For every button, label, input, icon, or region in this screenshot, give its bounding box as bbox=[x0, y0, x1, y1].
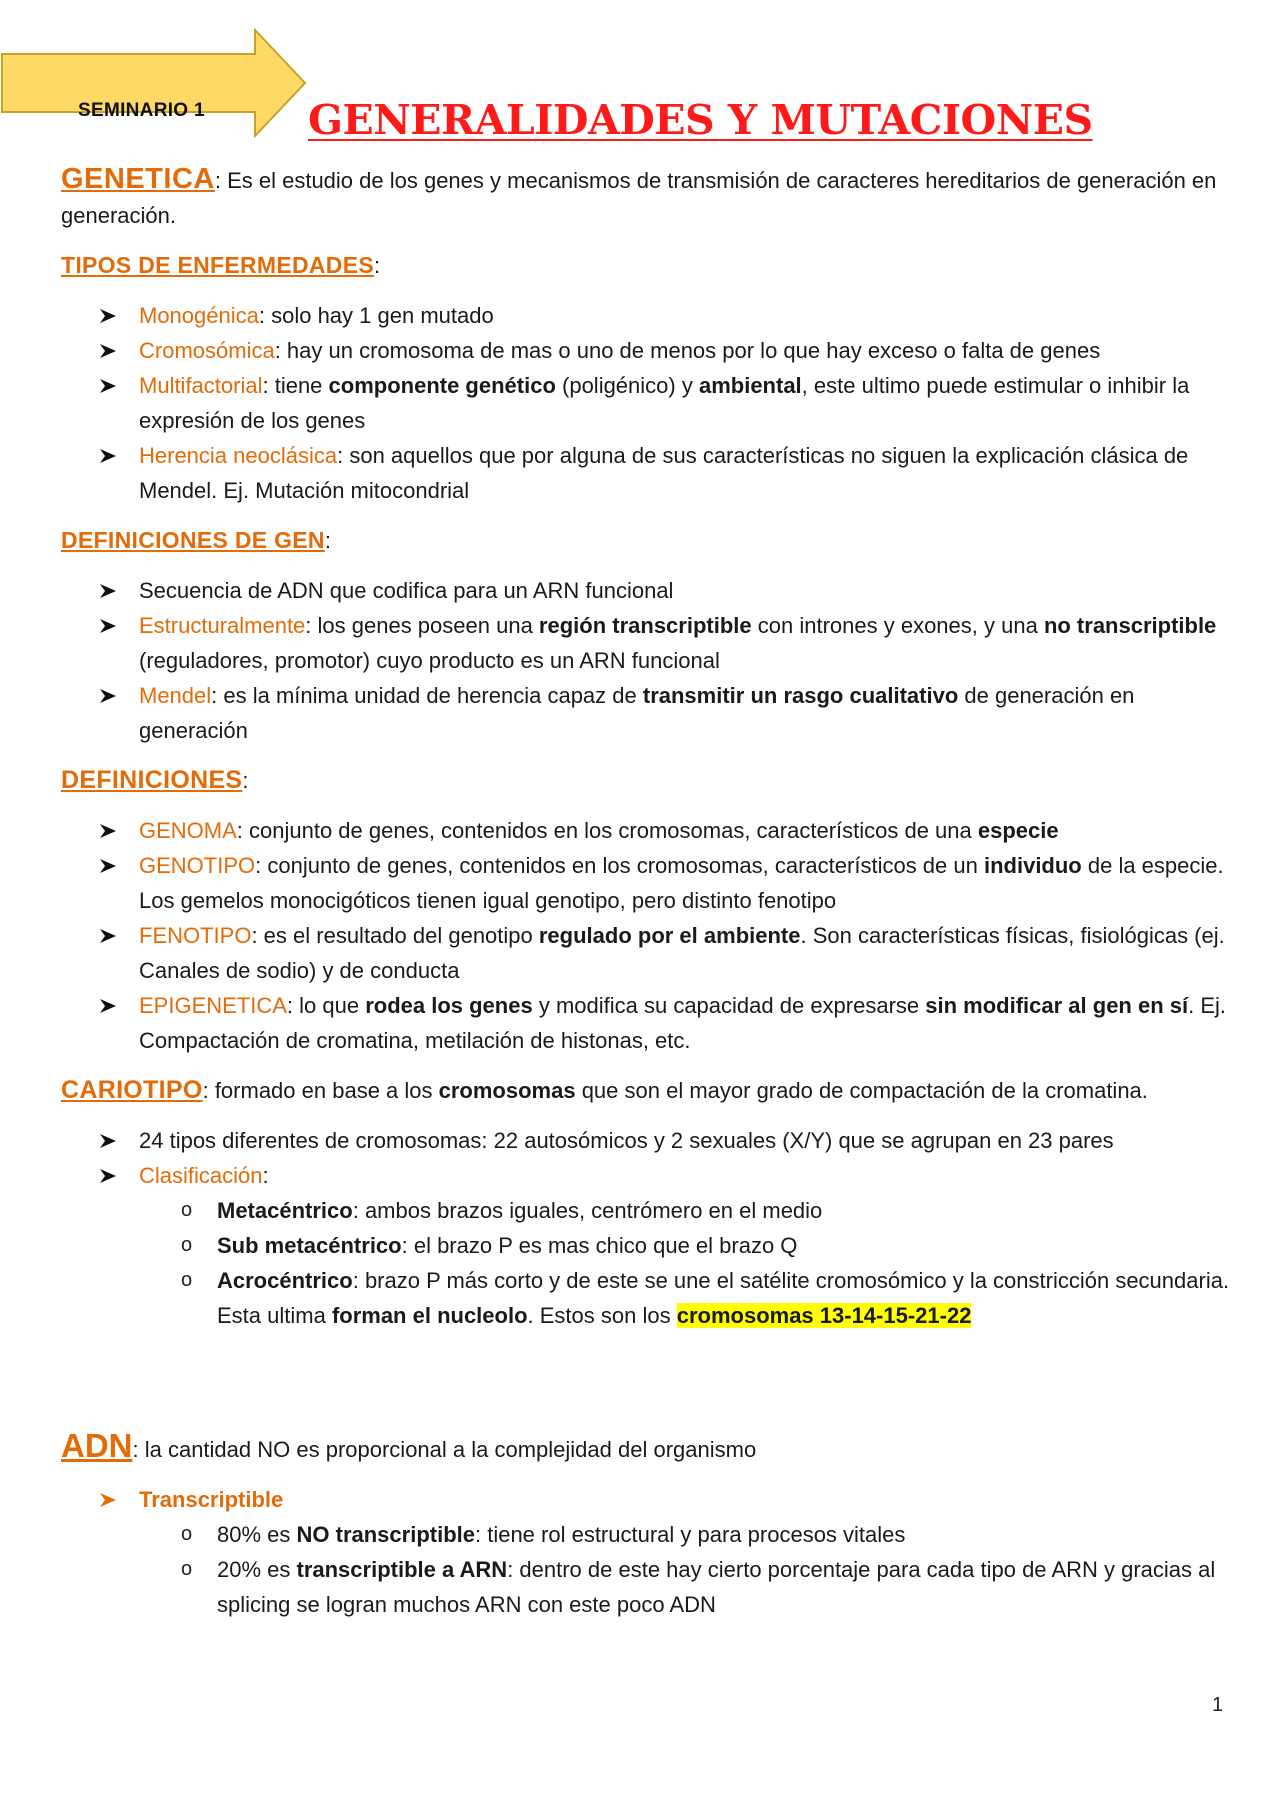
bold-text: región transcriptible bbox=[538, 613, 752, 638]
list-item bbox=[139, 608, 1231, 678]
text: : hay un cromosoma de mas o uno de menos por lo que hay exceso o falta de genes bbox=[274, 338, 1101, 363]
gen-heading-line bbox=[61, 523, 1231, 558]
text: : es la mínima unidad de herencia capaz de bbox=[211, 683, 643, 708]
defs-heading-line bbox=[61, 763, 1231, 798]
list-item bbox=[139, 988, 1231, 1058]
text: : formado en base a los bbox=[202, 1078, 439, 1103]
list-item bbox=[181, 1193, 1231, 1228]
page-title: GENERALIDADES Y MUTACIONES bbox=[308, 96, 1093, 144]
list-item bbox=[181, 1517, 1231, 1552]
term: FENOTIPO bbox=[139, 923, 252, 948]
list-item bbox=[139, 333, 1231, 368]
text: (reguladores, promotor) cuyo producto es un ARN funcional bbox=[139, 648, 720, 673]
arrow-bullet-icon bbox=[99, 333, 119, 368]
adn-list bbox=[61, 1482, 1231, 1622]
bold-text: componente genético bbox=[328, 373, 556, 398]
text: que son el mayor grado de compactación de la cromatina. bbox=[575, 1078, 1148, 1103]
transcriptible-list bbox=[139, 1517, 1231, 1622]
term: Monogénica bbox=[139, 303, 259, 328]
arrow-bullet-icon bbox=[99, 988, 119, 1023]
term: Multifactorial bbox=[139, 373, 263, 398]
bold-text: ambiental bbox=[698, 373, 802, 398]
text: 80% es bbox=[217, 1522, 297, 1547]
arrow-bullet-icon bbox=[99, 608, 119, 643]
document-body bbox=[61, 162, 1231, 1622]
text: 20% es bbox=[217, 1557, 297, 1582]
genetica-term: GENETICA bbox=[61, 163, 215, 195]
text: . Estos son los bbox=[527, 1303, 677, 1328]
bold-text: transmitir un rasgo cualitativo bbox=[642, 683, 959, 708]
text: : conjunto de genes, contenidos en los cromosomas, característicos de una bbox=[236, 818, 978, 843]
bold-text: NO transcriptible bbox=[296, 1522, 475, 1547]
list-item bbox=[181, 1263, 1231, 1333]
text: : dentro de este hay cierto porcentaje para cada tipo de ARN y gracias al splicing se logran muchos ARN con este poco ADN bbox=[217, 1557, 1216, 1617]
colon: : bbox=[262, 1163, 269, 1188]
circle-bullet-icon: o bbox=[181, 1234, 193, 1256]
bold-text: forman el nucleolo bbox=[331, 1303, 528, 1328]
bold-text: individuo bbox=[983, 853, 1082, 878]
cariotipo-paragraph bbox=[61, 1073, 1231, 1108]
bold-text: Acrocéntrico bbox=[217, 1268, 353, 1293]
bold-text: transcriptible a ARN bbox=[296, 1557, 508, 1582]
term: Mendel bbox=[139, 683, 212, 708]
bold-text: Sub metacéntrico bbox=[217, 1233, 402, 1258]
seminar-arrow-banner bbox=[0, 28, 310, 138]
highlighted-text: cromosomas 13-14-15-21-22 bbox=[676, 1303, 972, 1328]
text: : brazo P más corto y de este se une el satélite cromosómico y la constricción secundaria. Esta ultima bbox=[217, 1268, 1230, 1328]
text: . Ej. Compactación de cromatina, metilación de histonas, etc. bbox=[139, 993, 1227, 1053]
list-item bbox=[139, 918, 1231, 988]
colon: : bbox=[374, 253, 381, 278]
seminar-label: SEMINARIO 1 bbox=[78, 100, 205, 121]
circle-bullet-icon: o bbox=[181, 1558, 193, 1580]
list-item bbox=[139, 573, 1231, 608]
list-item bbox=[139, 1158, 1231, 1333]
term: GENOTIPO bbox=[139, 853, 256, 878]
list-item bbox=[139, 368, 1231, 438]
text: , este ultimo puede estimular o inhibir la expresión de los genes bbox=[139, 373, 1190, 433]
arrow-bullet-icon bbox=[99, 918, 119, 953]
list-item bbox=[139, 1482, 1231, 1622]
arrow-bullet-icon bbox=[99, 298, 119, 333]
term: EPIGENETICA bbox=[139, 993, 287, 1018]
circle-bullet-icon: o bbox=[181, 1269, 193, 1291]
cariotipo-term: CARIOTIPO bbox=[61, 1076, 203, 1104]
bold-text: especie bbox=[977, 818, 1059, 843]
arrow-bullet-icon bbox=[99, 848, 119, 883]
circle-bullet-icon: o bbox=[181, 1199, 193, 1221]
text: : los genes poseen una bbox=[305, 613, 539, 638]
list-item bbox=[139, 848, 1231, 918]
adn-paragraph bbox=[61, 1428, 1231, 1467]
cariotipo-list bbox=[61, 1123, 1231, 1333]
text: : conjunto de genes, contenidos en los cromosomas, característicos de un bbox=[255, 853, 984, 878]
text: . Son características físicas, fisiológicas (ej. Canales de sodio) y de conducta bbox=[139, 923, 1225, 983]
arrow-bullet-icon bbox=[99, 1482, 119, 1517]
term: Clasificación bbox=[139, 1163, 263, 1188]
arrow-bullet-icon bbox=[99, 678, 119, 713]
term: Transcriptible bbox=[139, 1487, 284, 1512]
list-item bbox=[139, 813, 1231, 848]
text: de generación en generación bbox=[139, 683, 1135, 743]
page-number: 1 bbox=[1212, 1694, 1224, 1716]
text: 24 tipos diferentes de cromosomas: 22 autosómicos y 2 sexuales (X/Y) que se agrupan en 23 pares bbox=[139, 1128, 1114, 1153]
clasificacion-list bbox=[139, 1193, 1231, 1333]
text: de la especie. Los gemelos monocigóticos tienen igual genotipo, pero distinto fenotipo bbox=[139, 853, 1224, 913]
colon: : bbox=[324, 528, 331, 553]
defs-list bbox=[61, 813, 1231, 1058]
term: Cromosómica bbox=[139, 338, 275, 363]
list-item bbox=[181, 1552, 1231, 1622]
term: Estructuralmente bbox=[139, 613, 306, 638]
arrow-bullet-icon bbox=[99, 1123, 119, 1158]
text: y modifica su capacidad de expresarse bbox=[532, 993, 926, 1018]
arrow-bullet-icon bbox=[99, 438, 119, 473]
circle-bullet-icon: o bbox=[181, 1523, 193, 1545]
gen-list bbox=[61, 573, 1231, 748]
text: con intrones y exones, y una bbox=[751, 613, 1044, 638]
bold-text: rodea los genes bbox=[365, 993, 533, 1018]
list-item bbox=[139, 678, 1231, 748]
list-item bbox=[139, 1123, 1231, 1158]
arrow-bullet-icon bbox=[99, 368, 119, 403]
term: GENOMA bbox=[139, 818, 237, 843]
tipos-list bbox=[61, 298, 1231, 508]
text: : lo que bbox=[286, 993, 366, 1018]
list-item bbox=[139, 438, 1231, 508]
tipos-heading: TIPOS DE ENFERMEDADES bbox=[61, 252, 375, 278]
tipos-heading-line bbox=[61, 248, 1231, 283]
bold-text: Metacéntrico bbox=[217, 1198, 353, 1223]
text: : ambos brazos iguales, centrómero en el medio bbox=[352, 1198, 823, 1223]
text: : tiene bbox=[262, 373, 329, 398]
text: : solo hay 1 gen mutado bbox=[258, 303, 494, 328]
genetica-text: : Es el estudio de los genes y mecanismos de transmisión de caracteres hereditarios de generación en generación. bbox=[61, 168, 1217, 228]
text: : la cantidad NO es proporcional a la complejidad del organismo bbox=[132, 1437, 757, 1462]
gen-heading: DEFINICIONES DE GEN bbox=[61, 527, 325, 553]
arrow-bullet-icon bbox=[99, 573, 119, 608]
text: : es el resultado del genotipo bbox=[251, 923, 539, 948]
bold-text: regulado por el ambiente bbox=[538, 923, 801, 948]
list-item bbox=[181, 1228, 1231, 1263]
term: Herencia neoclásica bbox=[139, 443, 338, 468]
text: : el brazo P es mas chico que el brazo Q bbox=[401, 1233, 798, 1258]
arrow-bullet-icon bbox=[99, 1158, 119, 1193]
bold-text: sin modificar al gen en sí bbox=[925, 993, 1189, 1018]
adn-term: ADN bbox=[61, 1427, 133, 1464]
text: : son aquellos que por alguna de sus características no siguen la explicación clásica de Mendel. Ej. Mutación mitocondrial bbox=[139, 443, 1189, 503]
arrow-bullet-icon bbox=[99, 813, 119, 848]
colon: : bbox=[242, 768, 249, 793]
bold-text: no transcriptible bbox=[1043, 613, 1217, 638]
list-item bbox=[139, 298, 1231, 333]
text: Secuencia de ADN que codifica para un ARN funcional bbox=[139, 578, 674, 603]
text: : tiene rol estructural y para procesos vitales bbox=[474, 1522, 906, 1547]
defs-heading: DEFINICIONES bbox=[61, 766, 243, 794]
text: (poligénico) y bbox=[555, 373, 699, 398]
genetica-paragraph bbox=[61, 162, 1231, 233]
bold-text: cromosomas bbox=[438, 1078, 576, 1103]
